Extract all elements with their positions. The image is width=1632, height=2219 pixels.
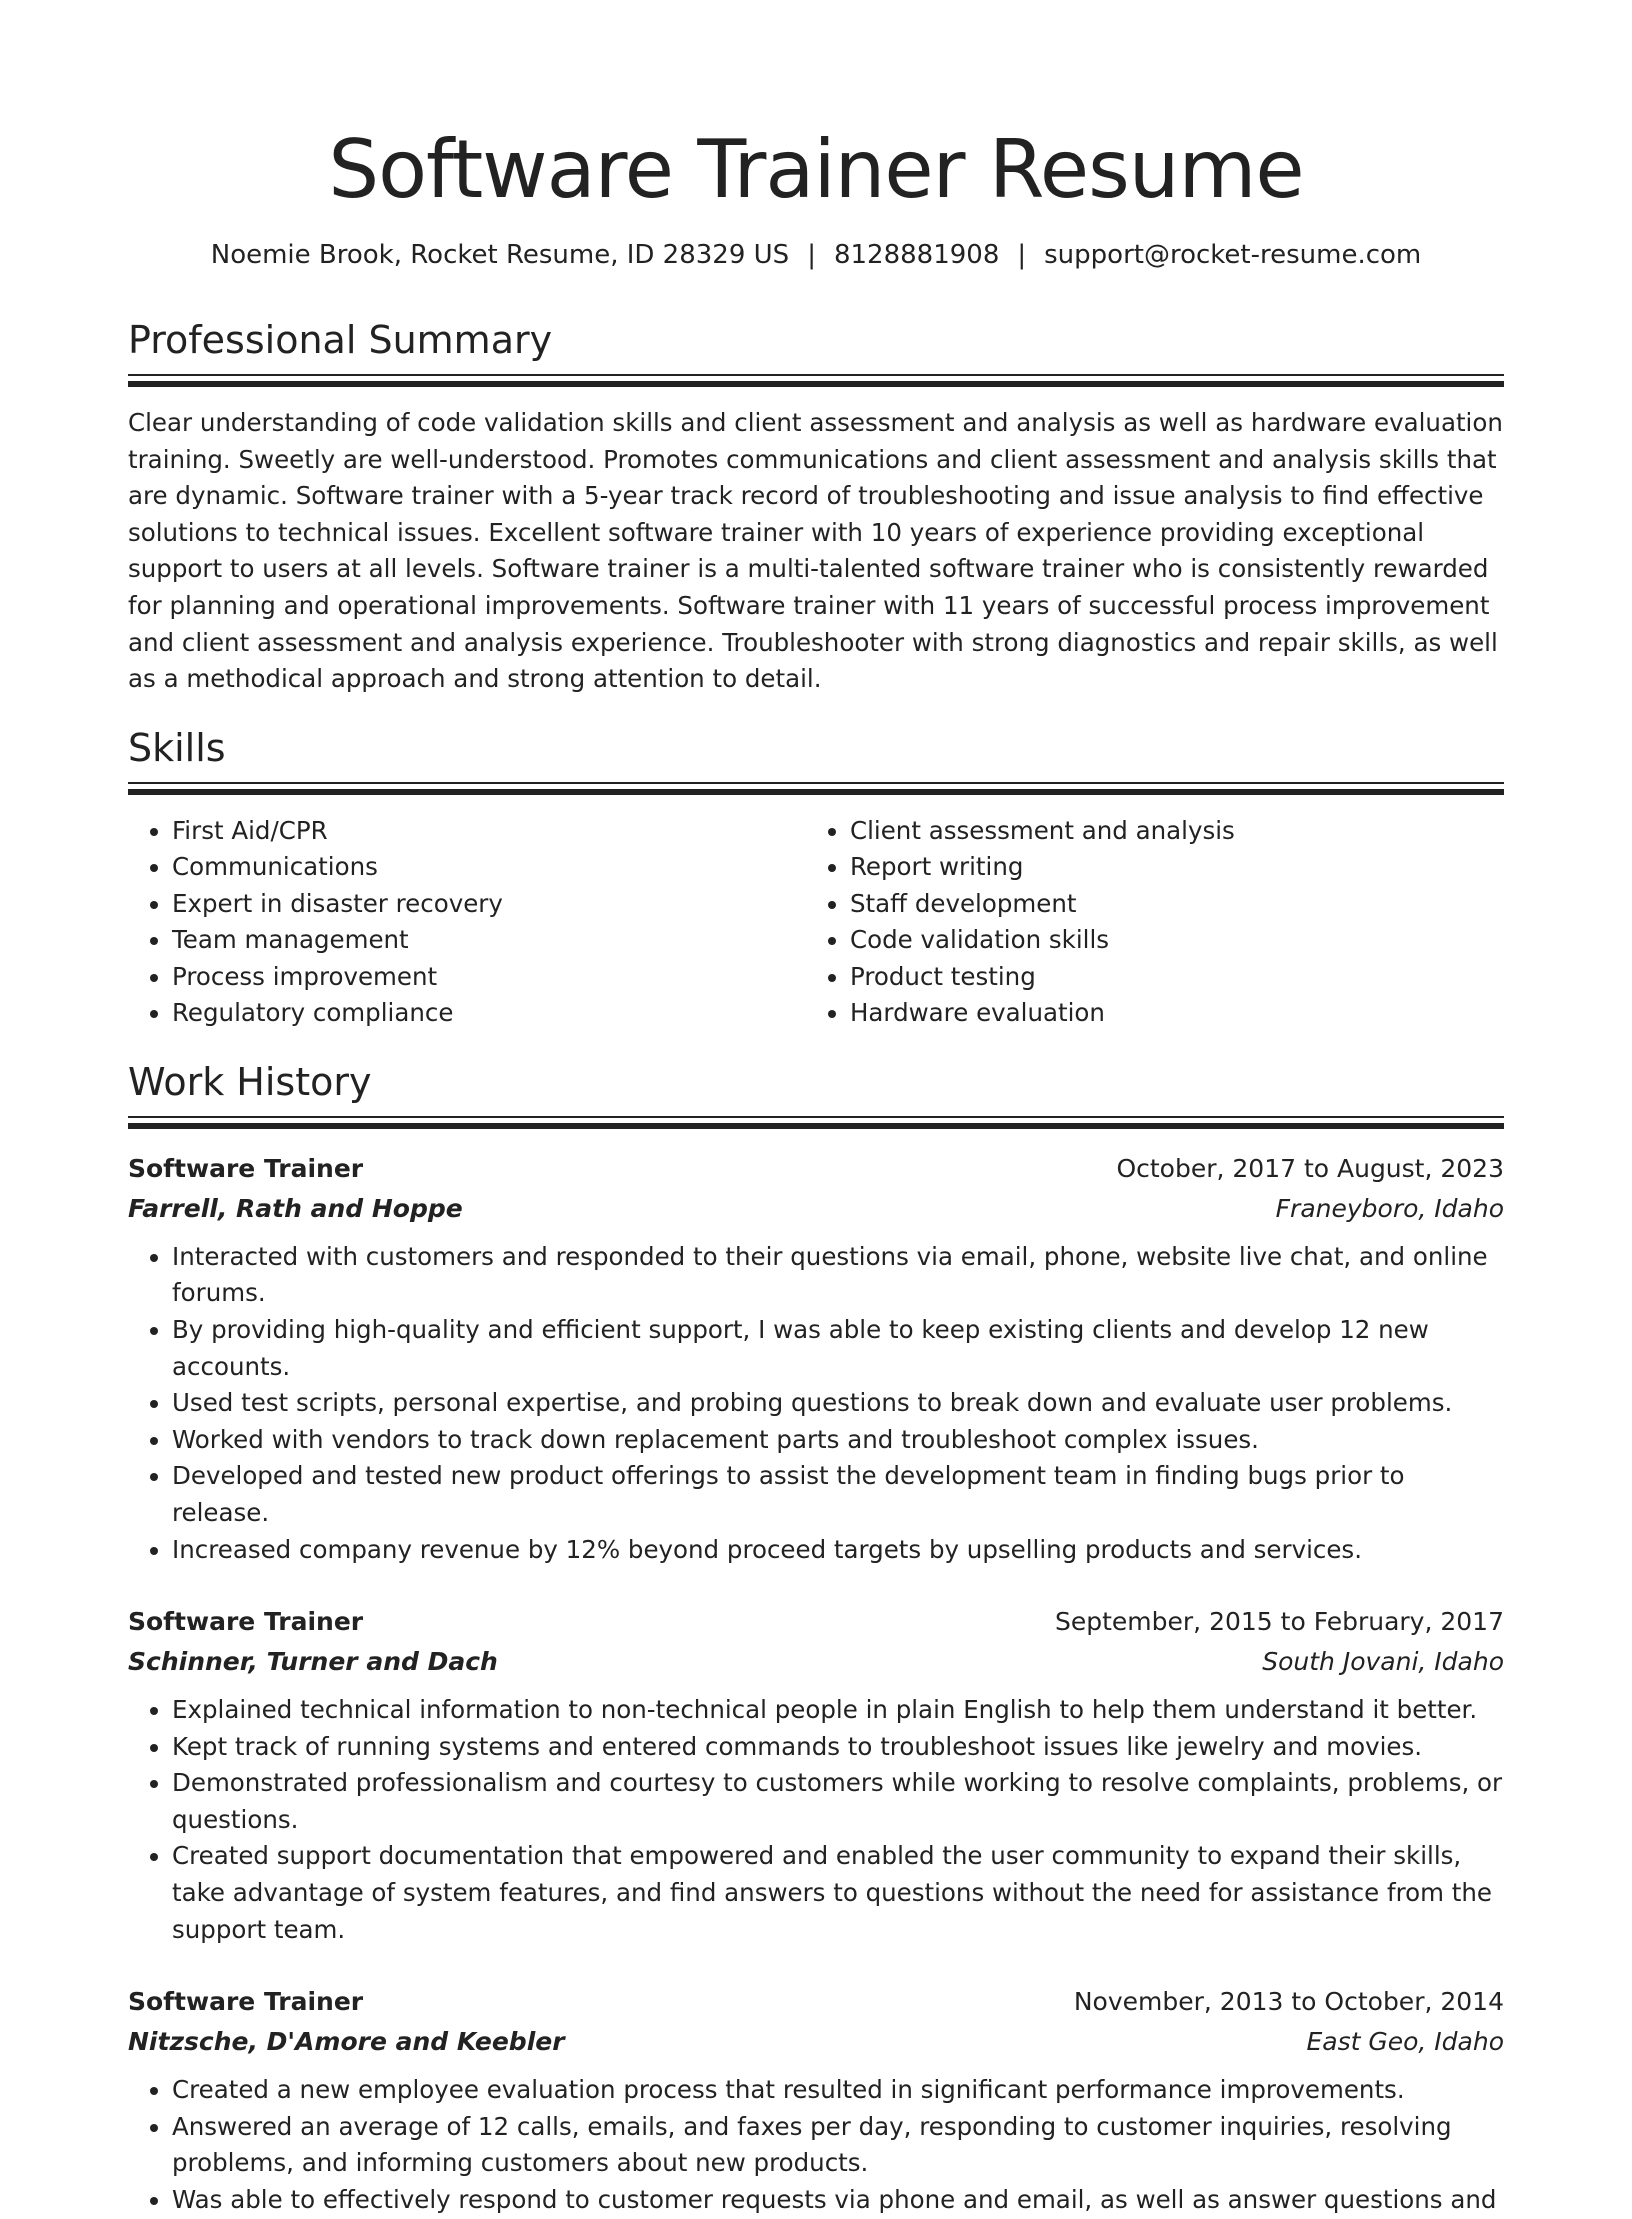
work-history-section: [128, 1058, 1504, 2219]
job-company: Farrell, Rath and Hoppe: [128, 1193, 463, 1223]
job-bullet: • Increased company revenue by 12% beyond proceed targets by upselling products and services.: [172, 1532, 1504, 1569]
skill-item: • Expert in disaster recovery: [172, 886, 806, 923]
skill-item: • Staff development: [850, 886, 1484, 923]
skills-section: [128, 724, 1504, 1032]
job-bullets: [128, 2072, 1504, 2218]
job-bullets: [128, 1692, 1504, 1948]
resume-page: [128, 0, 1504, 2219]
job-entry: [128, 1149, 1504, 1568]
skill-item: • Team management: [172, 922, 806, 959]
section-heading-work-history: Work History: [128, 1059, 372, 1104]
section-divider: [128, 782, 1504, 795]
job-subheader: [128, 2022, 1504, 2062]
summary-paragraph: Clear understanding of code validation skills and client assessment and analysis as well as hardware evaluation training. Sweetly are well-understood. Promotes communications and client assessment and analysis skills that are dynamic. Software trainer with a 5-year track record of troubleshooting and issue analysis to find effective solutions to technical issues. Excellent software trainer with 10 years of experience providing exceptional support to users at all levels. Software trainer is a multi-talented software trainer who is consistently rewarded for planning and operational improvements. Software trainer with 11 years of successful process improvement and client assessment and analysis experience. Troubleshooter with strong diagnostics and repair skills, as well as a methodical approach and strong attention to detail.: [128, 408, 1503, 694]
job-title: Software Trainer: [128, 1607, 364, 1637]
job-title: Software Trainer: [128, 1153, 364, 1183]
job-bullet: • By providing high-quality and efficient support, I was able to keep existing clients and develop 12 new accounts.: [172, 1312, 1504, 1385]
contact-phone: 8128881908: [833, 240, 1000, 270]
skill-item: • Code validation skills: [850, 922, 1484, 959]
job-dates: October, 2017 to August, 2023: [1116, 1153, 1504, 1183]
job-header: [128, 1149, 1504, 1189]
skill-item: • Regulatory compliance: [172, 995, 806, 1032]
job-bullet: • Developed and tested new product offerings to assist the development team in finding bugs prior to release.: [172, 1458, 1504, 1531]
resume-title: Software Trainer Resume: [328, 123, 1304, 216]
job-bullet: • Explained technical information to non-technical people in plain English to help them understand it better.: [172, 1692, 1504, 1729]
job-bullet: • Demonstrated professionalism and courtesy to customers while working to resolve complaints, problems, or questions.: [172, 1765, 1504, 1838]
job-bullets: [128, 1239, 1504, 1568]
job-bullet: • Interacted with customers and responded to their questions via email, phone, website live chat, and online forums.: [172, 1239, 1504, 1312]
job-location: South Jovani, Idaho: [1262, 1647, 1504, 1677]
contact-line: [128, 238, 1504, 272]
skill-item: • Report writing: [850, 849, 1484, 886]
skill-item: • Process improvement: [172, 959, 806, 996]
skill-item: • First Aid/CPR: [172, 813, 806, 850]
job-bullet: • Used test scripts, personal expertise, and probing questions to break down and evaluate user problems.: [172, 1385, 1504, 1422]
job-entry: [128, 1602, 1504, 1948]
job-location: East Geo, Idaho: [1306, 2027, 1504, 2057]
skills-grid: [128, 813, 1504, 1032]
section-heading-skills: Skills: [128, 725, 226, 770]
job-dates: November, 2013 to October, 2014: [1073, 1987, 1504, 2017]
section-divider: [128, 1116, 1504, 1129]
job-bullet: • Created support documentation that empowered and enabled the user community to expand their skills, take advantage of system features, and find answers to questions without the need for assistance from the support team.: [172, 1838, 1504, 1948]
skill-item: • Product testing: [850, 959, 1484, 996]
skill-item: • Hardware evaluation: [850, 995, 1484, 1032]
contact-separator: |: [807, 240, 816, 270]
section-divider: [128, 374, 1504, 387]
job-location: Franeyboro, Idaho: [1275, 1193, 1504, 1223]
job-company: Nitzsche, D'Amore and Keebler: [128, 2027, 565, 2057]
job-bullet: • Worked with vendors to track down replacement parts and troubleshoot complex issues.: [172, 1422, 1504, 1459]
job-header: [128, 1602, 1504, 1642]
job-subheader: [128, 1642, 1504, 1682]
contact-email: support@rocket-resume.com: [1044, 240, 1422, 270]
job-title: Software Trainer: [128, 1987, 364, 2017]
skill-item: • Client assessment and analysis: [850, 813, 1484, 850]
skills-list-right: [806, 813, 1484, 1032]
professional-summary-section: [128, 316, 1504, 698]
contact-address: Noemie Brook, Rocket Resume, ID 28329 US: [210, 240, 790, 270]
job-header: [128, 1982, 1504, 2022]
job-company: Schinner, Turner and Dach: [128, 1647, 498, 1677]
job-dates: September, 2015 to February, 2017: [1055, 1607, 1504, 1637]
contact-separator: |: [1017, 240, 1027, 270]
job-bullet: • Created a new employee evaluation process that resulted in significant performance improvements.: [172, 2072, 1504, 2109]
job-entry: [128, 1982, 1504, 2218]
job-bullet: • Was able to effectively respond to customer requests via phone and email, as well as answer questions and: [172, 2182, 1504, 2219]
skills-list-left: [128, 813, 806, 1032]
section-heading-summary: Professional Summary: [128, 318, 553, 362]
job-bullet: • Kept track of running systems and entered commands to troubleshoot issues like jewelry and movies.: [172, 1729, 1504, 1766]
skill-item: • Communications: [172, 849, 806, 886]
job-subheader: [128, 1189, 1504, 1229]
job-bullet: • Answered an average of 12 calls, emails, and faxes per day, responding to customer inquiries, resolving problems, and informing customers about new products.: [172, 2109, 1504, 2182]
